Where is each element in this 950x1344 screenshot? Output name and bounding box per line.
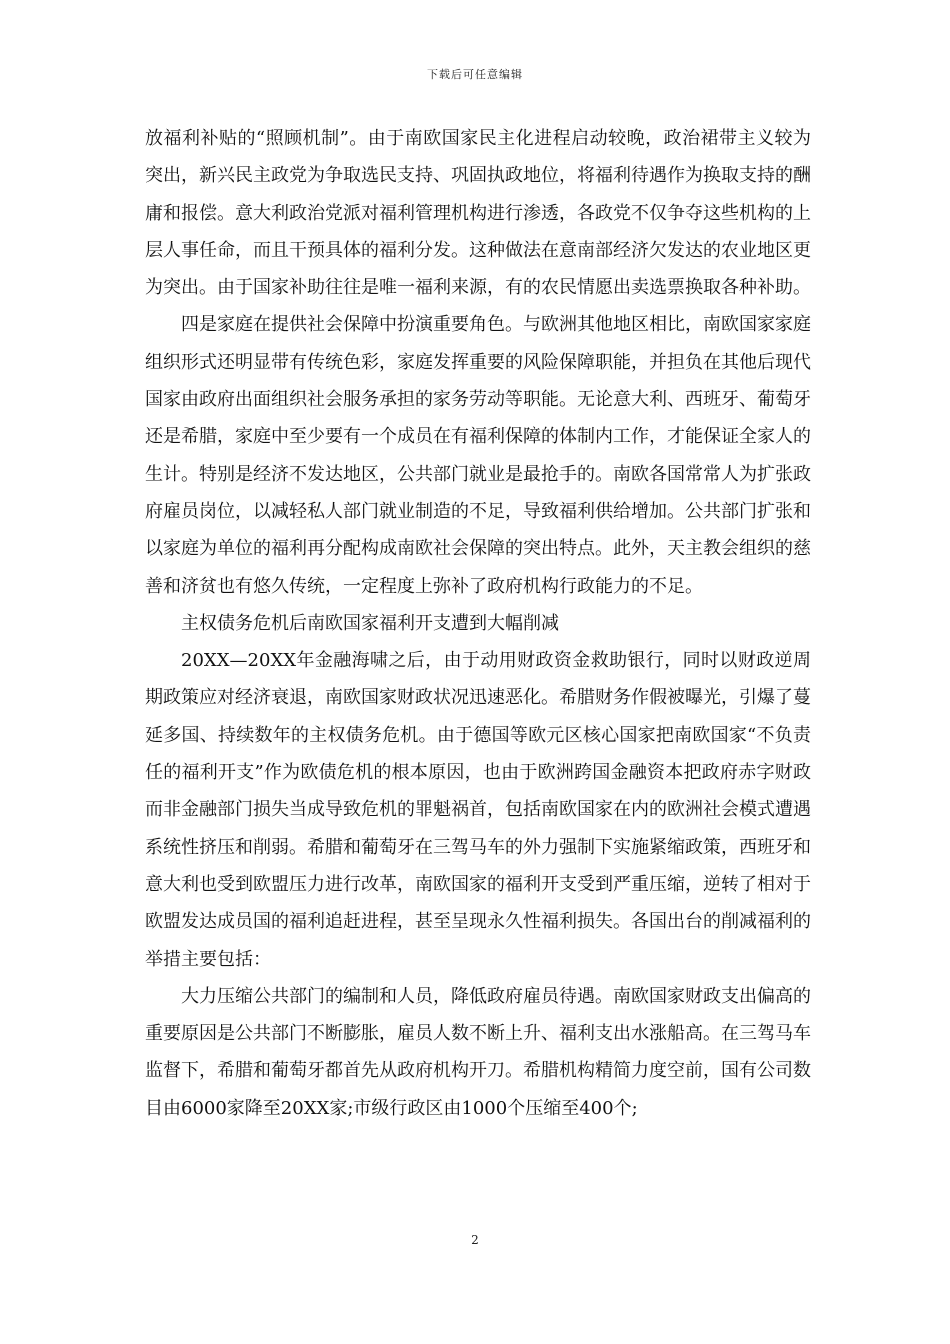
paragraph-welfare-care-mechanism: 放福利补贴的“照顾机制”。由于南欧国家民主化进程启动较晚，政治裙带主义较为突出，新兴民主政党为争取选民支持、巩固执政地位，将福利待遇作为换取支持的酬庸和报偿。意大利政治党派对福利管理机构进行渗透，各政党不仅争夺这些机构的上层人事任命，而且干预具体的福利分发。这种做法在意南部经济欠发达的农业地区更为突出。由于国家补助往往是唯一福利来源，有的农民情愿出卖选票换取各种补助。 bbox=[145, 128, 811, 299]
page-header: 下载后可任意编辑 bbox=[427, 68, 523, 81]
paragraph-debt-crisis: 20XX—20XX年金融海啸之后，由于动用财政资金救助银行，同时以财政逆周期政策应对经济衰退，南欧国家财政状况迅速恶化。希腊财务作假被曝光，引爆了蔓延多国、持续数年的主权债务危机。由于德国等欧元区核心国家把南欧国家“不负责任的福利开支”作为欧债危机的根本原因，也由于欧洲跨国金融资本把政府赤字财政而非金融部门损失当成导致危机的罪魁祸首，包括南欧国家在内的欧洲社会模式遭遇系统性挤压和削弱。希腊和葡萄牙在三驾马车的外力强制下实施紧缩政策，西班牙和意大利也受到欧盟压力进行改革，南欧国家的福利开支受到严重压缩，逆转了相对于欧盟发达成员国的福利追赶进程，甚至呈现永久性福利损失。各国出台的削减福利的举措主要包括： bbox=[145, 650, 811, 970]
document-body bbox=[145, 120, 811, 1127]
section-heading-welfare-cuts: 主权债务危机后南欧国家福利开支遭到大幅削减 bbox=[181, 612, 559, 634]
page-number: 2 bbox=[471, 1233, 479, 1247]
paragraph-family-role: 四是家庭在提供社会保障中扮演重要角色。与欧洲其他地区相比，南欧国家家庭组织形式还明显带有传统色彩，家庭发挥重要的风险保障职能，并担负在其他后现代国家由政府出面组织社会服务承担的家务劳动等职能。无论意大利、西班牙、葡萄牙还是希腊，家庭中至少要有一个成员在有福利保障的体制内工作，才能保证全家人的生计。特别是经济不发达地区，公共部门就业是最抢手的。南欧各国常常人为扩张政府雇员岗位，以减轻私人部门就业制造的不足，导致福利供给增加。公共部门扩张和以家庭为单位的福利再分配构成南欧社会保障的突出特点。此外，天主教会组织的慈善和济贫也有悠久传统，一定程度上弥补了政府机构行政能力的不足。 bbox=[145, 314, 811, 597]
paragraph-public-sector-cuts: 大力压缩公共部门的编制和人员，降低政府雇员待遇。南欧国家财政支出偏高的重要原因是公共部门不断膨胀，雇员人数不断上升、福利支出水涨船高。在三驾马车监督下，希腊和葡萄牙都首先从政府机构开刀。希腊机构精简力度空前，国有公司数目由6000家降至20XX家;市级行政区由1000个压缩至400个; bbox=[145, 985, 811, 1119]
